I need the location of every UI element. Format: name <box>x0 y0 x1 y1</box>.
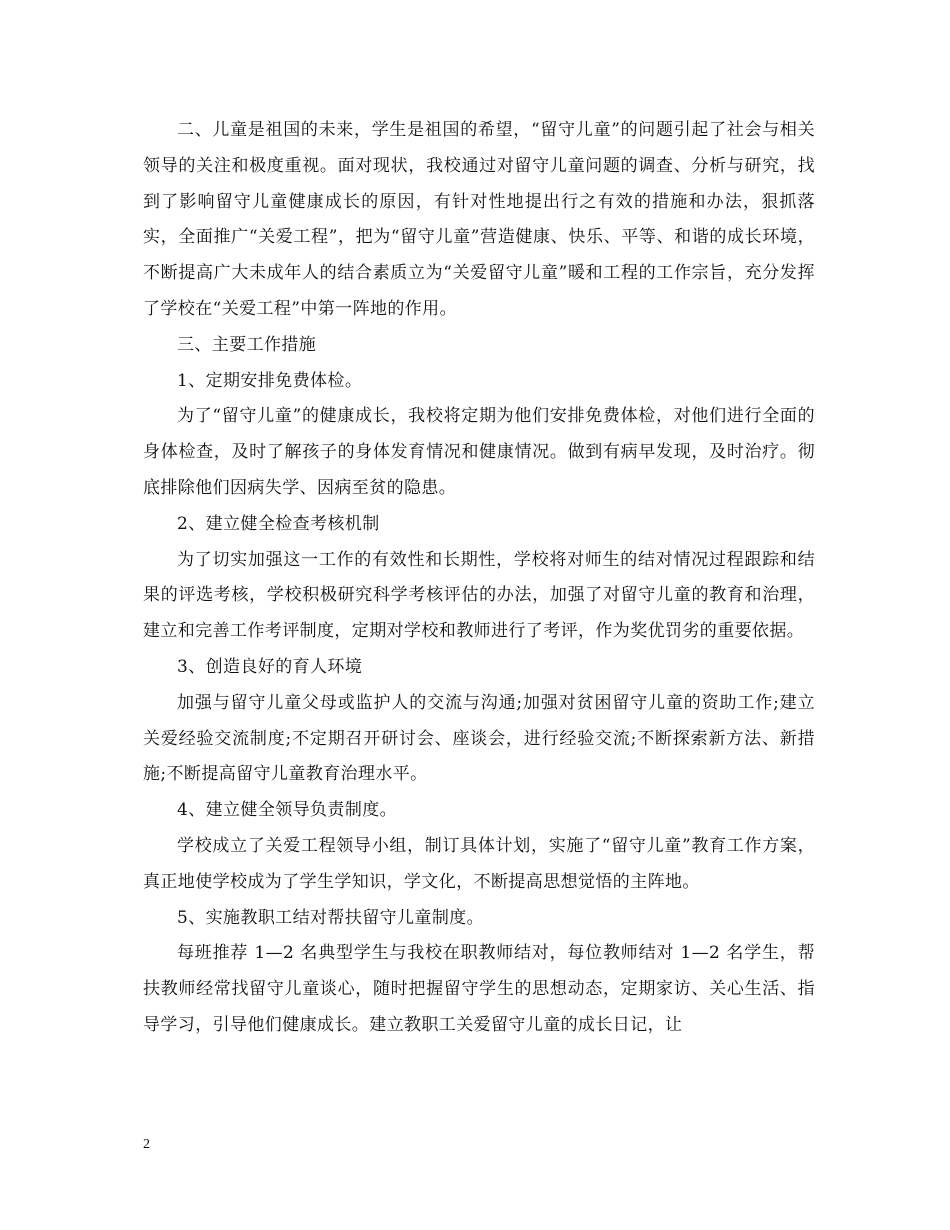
page-number: 2 <box>143 1137 150 1152</box>
paragraph-measure-2: 为了切实加强这一工作的有效性和长期性，学校将对师生的结对情况过程跟踪和结果的评选考核，学校积极研究科学考核评估的办法，加强了对留守儿童的教育和治理，建立和完善工作考评制度，定期对学校和教师进行了考评，作为奖优罚劣的重要依据。 <box>143 549 815 642</box>
paragraph-measure-1: 为了“留守儿童”的健康成长，我校将定期为他们安排免费体检，对他们进行全面的身体检查，及时了解孩子的身体发育情况和健康情况。做到有病早发现，及时治疗。彻底排除他们因病失学、因病至贫的隐患。 <box>143 406 815 498</box>
heading-measure-1: 1、定期安排免费体检。 <box>177 370 363 391</box>
paragraph-measure-4: 学校成立了关爱工程领导小组，制订具体计划，实施了“留守儿童”教育工作方案，真正地使学校成为了学生学知识，学文化，不断提高思想觉悟的主阵地。 <box>143 835 815 892</box>
heading-main-measures: 三、主要工作措施 <box>177 334 317 355</box>
heading-measure-4: 4、建立健全领导负责制度。 <box>177 800 398 821</box>
paragraph-measure-5: 每班推荐 1—2 名典型学生与我校在职教师结对，每位教师结对 1—2 名学生，帮扶教师经常找留守儿童谈心，随时把握留守学生的思想动态，定期家访、关心生活、指导学习，引导他们健康成长。建立教职工关爱留守儿童的成长日记，让 <box>143 943 815 1035</box>
heading-measure-3: 3、创造良好的育人环境 <box>177 656 363 677</box>
heading-measure-5: 5、实施教职工结对帮扶留守儿童制度。 <box>177 907 485 928</box>
paragraph-measure-3: 加强与留守儿童父母或监护人的交流与沟通;加强对贫困留守儿童的资助工作;建立关爱经验交流制度;不定期召开研讨会、座谈会，进行经验交流;不断探索新方法、新措施;不断提高留守儿童教育治理水平。 <box>143 692 815 785</box>
heading-measure-2: 2、建立健全检查考核机制 <box>177 513 380 534</box>
paragraph-section-two: 二、儿童是祖国的未来，学生是祖国的希望，“留守儿童”的问题引起了社会与相关领导的关注和极度重视。面对现状，我校通过对留守儿童问题的调查、分析与研究，找到了影响留守儿童健康成长的原因，有针对性地提出行之有效的措施和办法，狠抓落实，全面推广“关爱工程”，把为“留守儿童”营造健康、快乐、平等、和谐的成长环境，不断提高广大未成年人的结合素质立为“关爱留守儿童”暖和工程的工作宗旨，充分发挥了学校在“关爱工程”中第一阵地的作用。 <box>143 120 815 319</box>
document-body <box>143 113 815 1044</box>
